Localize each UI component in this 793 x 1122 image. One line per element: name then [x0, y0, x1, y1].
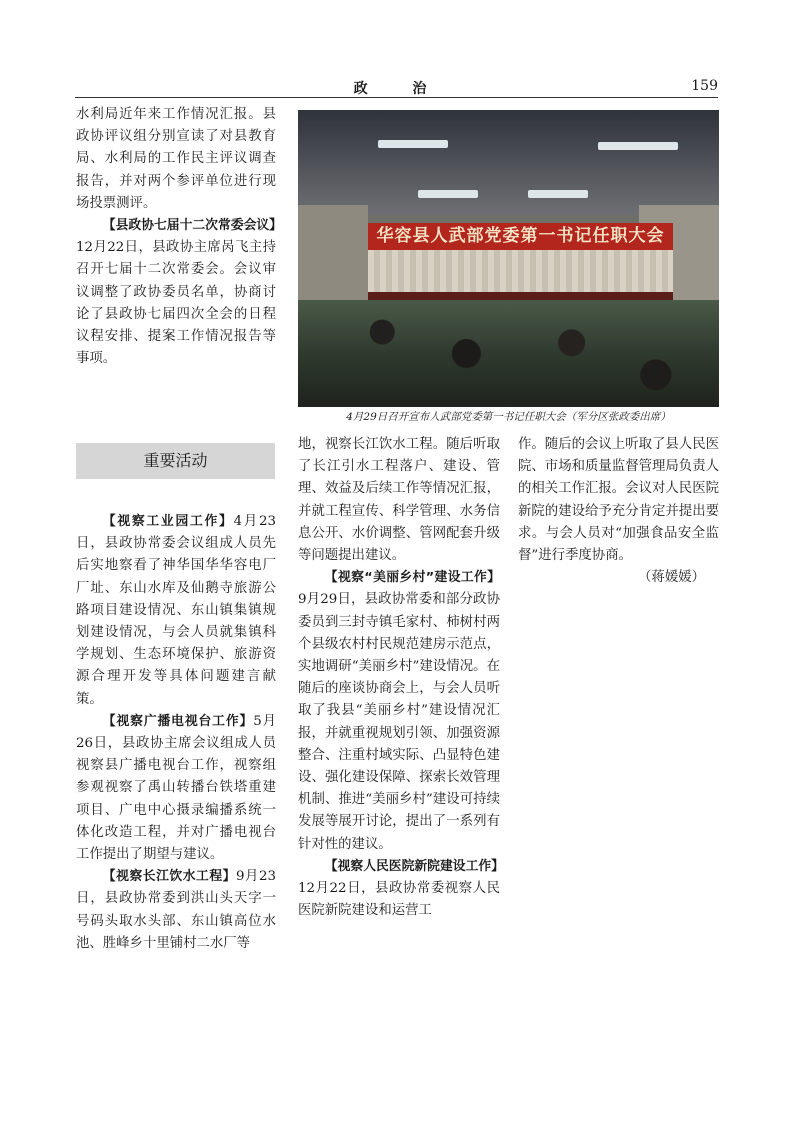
meeting-photo [298, 110, 719, 407]
continued-text: 作。随后的会议上听取了县人民医院、市场和质量监督管理局负责人的相关工作汇报。会议对人民医院新院的建设给予充分肯定并提出要求。与会人员对“加强食品安全监督”进行季度协商。 [518, 437, 719, 564]
entry-body: 12月22日，县政协主席呙飞主持召开七届十二次常委会。会议审议调整了政协委员名单，协商讨论了县政协七届四次全会的日程议程安排、提案工作情况报告等事项。 [76, 240, 276, 367]
intro-paragraph [76, 104, 276, 215]
audience [298, 300, 719, 407]
entry-body: 5月26日，县政协主席会议组成人员视察县广播电视台工作，视察组参观视察了禹山转播台铁塔重建项目、广电中心摄录编播系统一体化改造工程，并对广播电视台工作提出了期望与建议。 [76, 713, 276, 863]
column-3 [518, 434, 719, 589]
author-name: （蒋媛媛） [638, 570, 705, 586]
entry-paragraph [76, 866, 276, 955]
ceiling-light [528, 190, 588, 198]
entry-body: 12月22日，县政协常委视察人民医院新院建设和运营工 [298, 881, 500, 919]
entry-title: 【视察长江饮水工程】 [102, 869, 236, 885]
entry-paragraph [298, 567, 500, 856]
header-rule [75, 97, 718, 98]
photo-caption: 4月29日召开宣布人武部党委第一书记任职大会（军分区张政委出席） [346, 411, 671, 423]
header-title: 政 治 [353, 81, 447, 97]
entry-title: 【视察工业园工作】 [102, 514, 234, 529]
ceiling-light [378, 140, 448, 148]
section-heading: 重要活动 [76, 443, 275, 479]
ceiling-light [598, 142, 678, 150]
photo-ceiling [298, 110, 719, 215]
ceiling-light [418, 190, 478, 198]
column-2 [298, 434, 504, 922]
entry-title: 【视察广播电视台工作】 [102, 713, 254, 729]
entry-paragraph [76, 215, 282, 370]
continued-text: 地，视察长江饮水工程。随后听取了长江引水工程落户、建设、管理、效益及后续工作等情况汇报，并就工程宣传、科学管理、水务信息公开、水价调整、管网配套升级等问题提出建议。 [298, 437, 500, 564]
entry-title: 【县政协七届十二次常委会议】 [102, 218, 282, 234]
page-number: 159 [691, 78, 718, 94]
entry-title: 【视察“美丽乡村”建设工作】 [324, 570, 500, 586]
entry-paragraph [298, 856, 504, 923]
author-line [518, 567, 719, 589]
entry-body: 9月29日，县政协常委和部分政协委员到三封寺镇毛家村、柿树村两个县级农村村民规范建房示范点，实地调研“美丽乡村”建设情况。在随后的座谈协商会上，与会人员听取了我县“美丽乡村”建设情况汇报，并就重视规划引领、加强资源整合、注重村域实际、凸显特色建设、强化建设保障、探索长效管理机制、推进“美丽乡村”建设可持续发展等展开讨论，提出了一系列有针对性的建议。 [298, 592, 500, 852]
column-1-lower [76, 511, 276, 955]
entry-title: 【视察人民医院新院建设工作】 [324, 858, 504, 874]
entry-paragraph [76, 511, 276, 711]
continued-paragraph [518, 434, 719, 567]
entry-body: 9月23日，县政协常委到洪山头天字一号码头取水头部、东山镇高位水池、胜峰乡十里铺村二水厂等 [76, 869, 276, 951]
photo-banner: 华容县人武部党委第一书记任职大会 [368, 223, 673, 250]
entry-body: 4月23日，县政协常委会议组成人员先后实地察看了神华国华华容电厂厂址、东山水库及仙鹅寺旅游公路项目建设情况、东山镇集镇规划建设情况，与会人员就集镇科学规划、生态环境保护、旅游资源合理开发等具体问题建言献策。 [76, 514, 276, 707]
continued-paragraph [298, 434, 500, 567]
entry-paragraph [76, 711, 276, 866]
stage-curtain [368, 250, 673, 295]
column-1 [76, 104, 282, 370]
intro-text: 水利局近年来工作情况汇报。县政协评议组分别宣读了对县教育局、水利局的工作民主评议调查报告，并对两个参评单位进行现场投票测评。 [76, 107, 276, 211]
